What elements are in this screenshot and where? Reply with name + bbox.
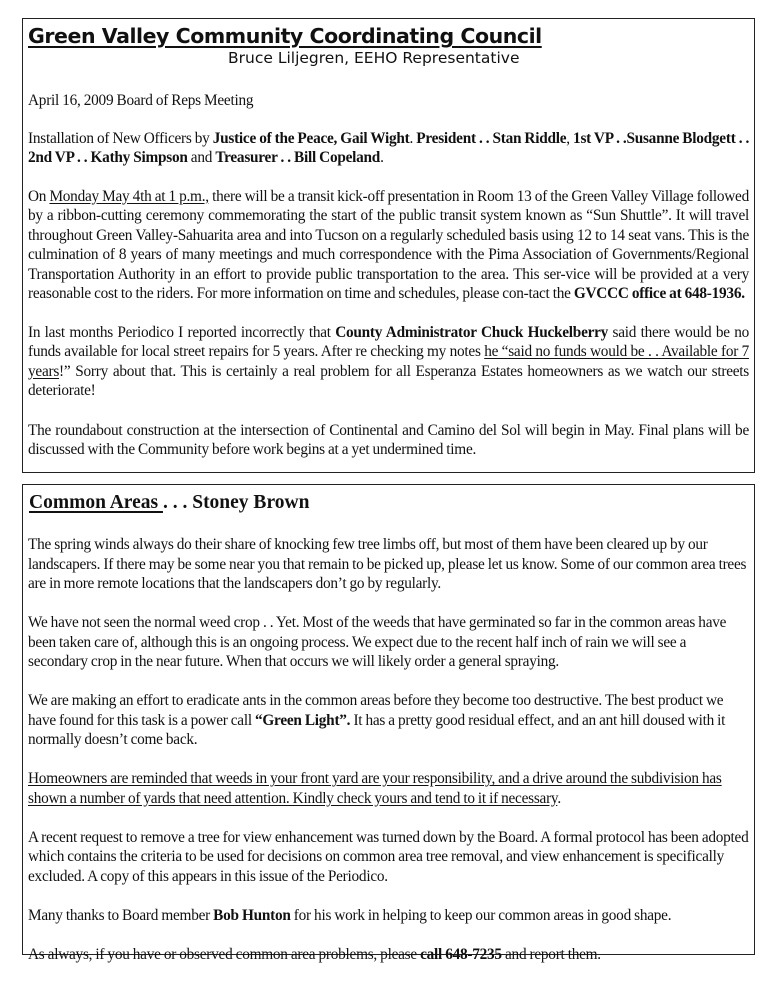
thanks-text-2: for his work in helping to keep our common areas in good shape. xyxy=(290,906,672,924)
tree-request-paragraph: A recent request to remove a tree for view enhancement was turned down by the Board. A formal protocol has been adopted which contains the criteria to be used for decisions on common area tree removal, and view enhancement is specifically excluded. A copy of this appears in this issue of the Periodico. xyxy=(28,828,749,885)
officers-intro: Installation of New Officers by xyxy=(28,129,213,147)
green-light-product: “Green Light”. xyxy=(255,711,351,729)
president-name: President . . Stan Riddle xyxy=(416,129,567,147)
reminder-underlined: Homeowners are reminded that weeds in your front yard are your responsibility, and a drive around the subdivision has shown a number of yards that need attention. Kindly check yours and tend to it if necessary xyxy=(28,770,722,807)
call-text: As always, if you have or observed common area problems, please xyxy=(28,945,421,963)
funds-text-2: said there would be no funds available for local street repairs for 5 years. After re checking my notes xyxy=(28,323,750,360)
gvccc-office-phone: GVCCC office at 648-1936. xyxy=(573,285,745,302)
council-representative: Bruce Liljegren, EEHO Representative xyxy=(228,49,520,67)
treasurer-name: Treasurer . . Bill Copeland xyxy=(215,149,381,166)
ants-text-2: It has a pretty good residual effect, and an ant hill doused with it normally doesn’t come back. xyxy=(28,711,726,748)
common-areas-title xyxy=(29,492,309,514)
winds-paragraph: The spring winds always do their share of knocking few tree limbs off, but most of them have been cleared up by our landscapers. If there may be some near you that remain to be picked up, please let us know. Some of our common area trees are in more remote locations that the landscapers don’t go by regularly. xyxy=(28,536,747,592)
council-body xyxy=(28,91,749,460)
transit-text-2: of many meetings and much correspondence with the Pima Association of Governments/Regional Transportation Authority in an effort to provide public transportation to the area. This ser-vice will be provided at a very reasonable cost to the riders. For more information on time and schedules, please con-tact the xyxy=(28,246,749,302)
ants-text: We are making an effort to eradicate ants in the common areas before they become too destructive. The best product we have found for this task is a power call xyxy=(28,692,724,729)
common-areas-author: . . . Stoney Brown xyxy=(162,492,310,513)
vp-names: 1st VP . .Susanne Blodgett . . 2nd VP . . Kathy Simpson xyxy=(28,129,750,166)
sep: . xyxy=(409,129,417,147)
reminder-end: . xyxy=(557,789,561,807)
funds-text-3: !” Sorry about that. This is certainly a real problem for all Esperanza Estates homeowners as we watch our streets deteriorate! xyxy=(28,362,749,399)
funds-quote: he “said no funds would be . . Available for 7 years xyxy=(28,343,750,380)
board-member-name: Bob Hunton xyxy=(213,906,291,924)
weeds-paragraph: We have not seen the normal weed crop . . Yet. Most of the weeds that have germinated so far in the common areas have been taken care of, although this is an ongoing process. We expect due to the recent half inch of rain we will see a secondary crop in the near future. When that occurs we will likely order a general spraying. xyxy=(28,614,727,670)
transit-on: On xyxy=(28,187,50,205)
funds-text: In last months Periodico I reported incorrectly that xyxy=(28,323,336,341)
sep: , xyxy=(566,129,574,147)
common-areas-heading: Common Areas xyxy=(29,492,163,513)
call-text-2: and report them. xyxy=(501,945,601,963)
reminder-paragraph xyxy=(28,769,749,808)
officers-paragraph xyxy=(28,129,749,168)
council-title: Green Valley Community Coordinating Council xyxy=(28,24,542,48)
thanks-text: Many thanks to Board member xyxy=(28,906,214,924)
call-paragraph xyxy=(28,945,749,965)
council-section xyxy=(22,18,755,473)
ants-paragraph xyxy=(28,691,749,750)
funds-paragraph xyxy=(28,323,749,401)
thanks-paragraph xyxy=(28,906,749,926)
common-areas-section xyxy=(22,484,755,963)
roundabout-paragraph: The roundabout construction at the intersection of Continental and Camino del Sol will begin in May. Final plans will be discussed with the Community before work begins at a yet undermined time. xyxy=(28,421,749,458)
transit-date: Monday May 4th at 1 p.m., xyxy=(49,187,209,205)
meeting-line: April 16, 2009 Board of Reps Meeting xyxy=(28,92,254,109)
installer-name: Justice of the Peace, Gail Wight xyxy=(212,129,410,147)
transit-text: there will be a transit kick-off presentation in Room 13 of the Green Valley Village followed by a ribbon-cutting ceremony commemorating the start of the public transit system known as “Sun Shuttle”. It will travel throughout Green Valley-Sahuarita area and into Tucson on a regularly scheduled basis using 12 to 14 seat vans. This is the culmination of xyxy=(28,187,749,263)
sep: . xyxy=(380,149,384,166)
call-phone: call 648-7235 xyxy=(420,945,502,963)
county-administrator: County Administrator Chuck Huckelberry xyxy=(335,323,609,341)
sep: and xyxy=(187,149,216,166)
common-areas-body xyxy=(28,535,749,984)
transit-years: 8 years xyxy=(118,246,162,263)
transit-paragraph xyxy=(28,187,749,304)
